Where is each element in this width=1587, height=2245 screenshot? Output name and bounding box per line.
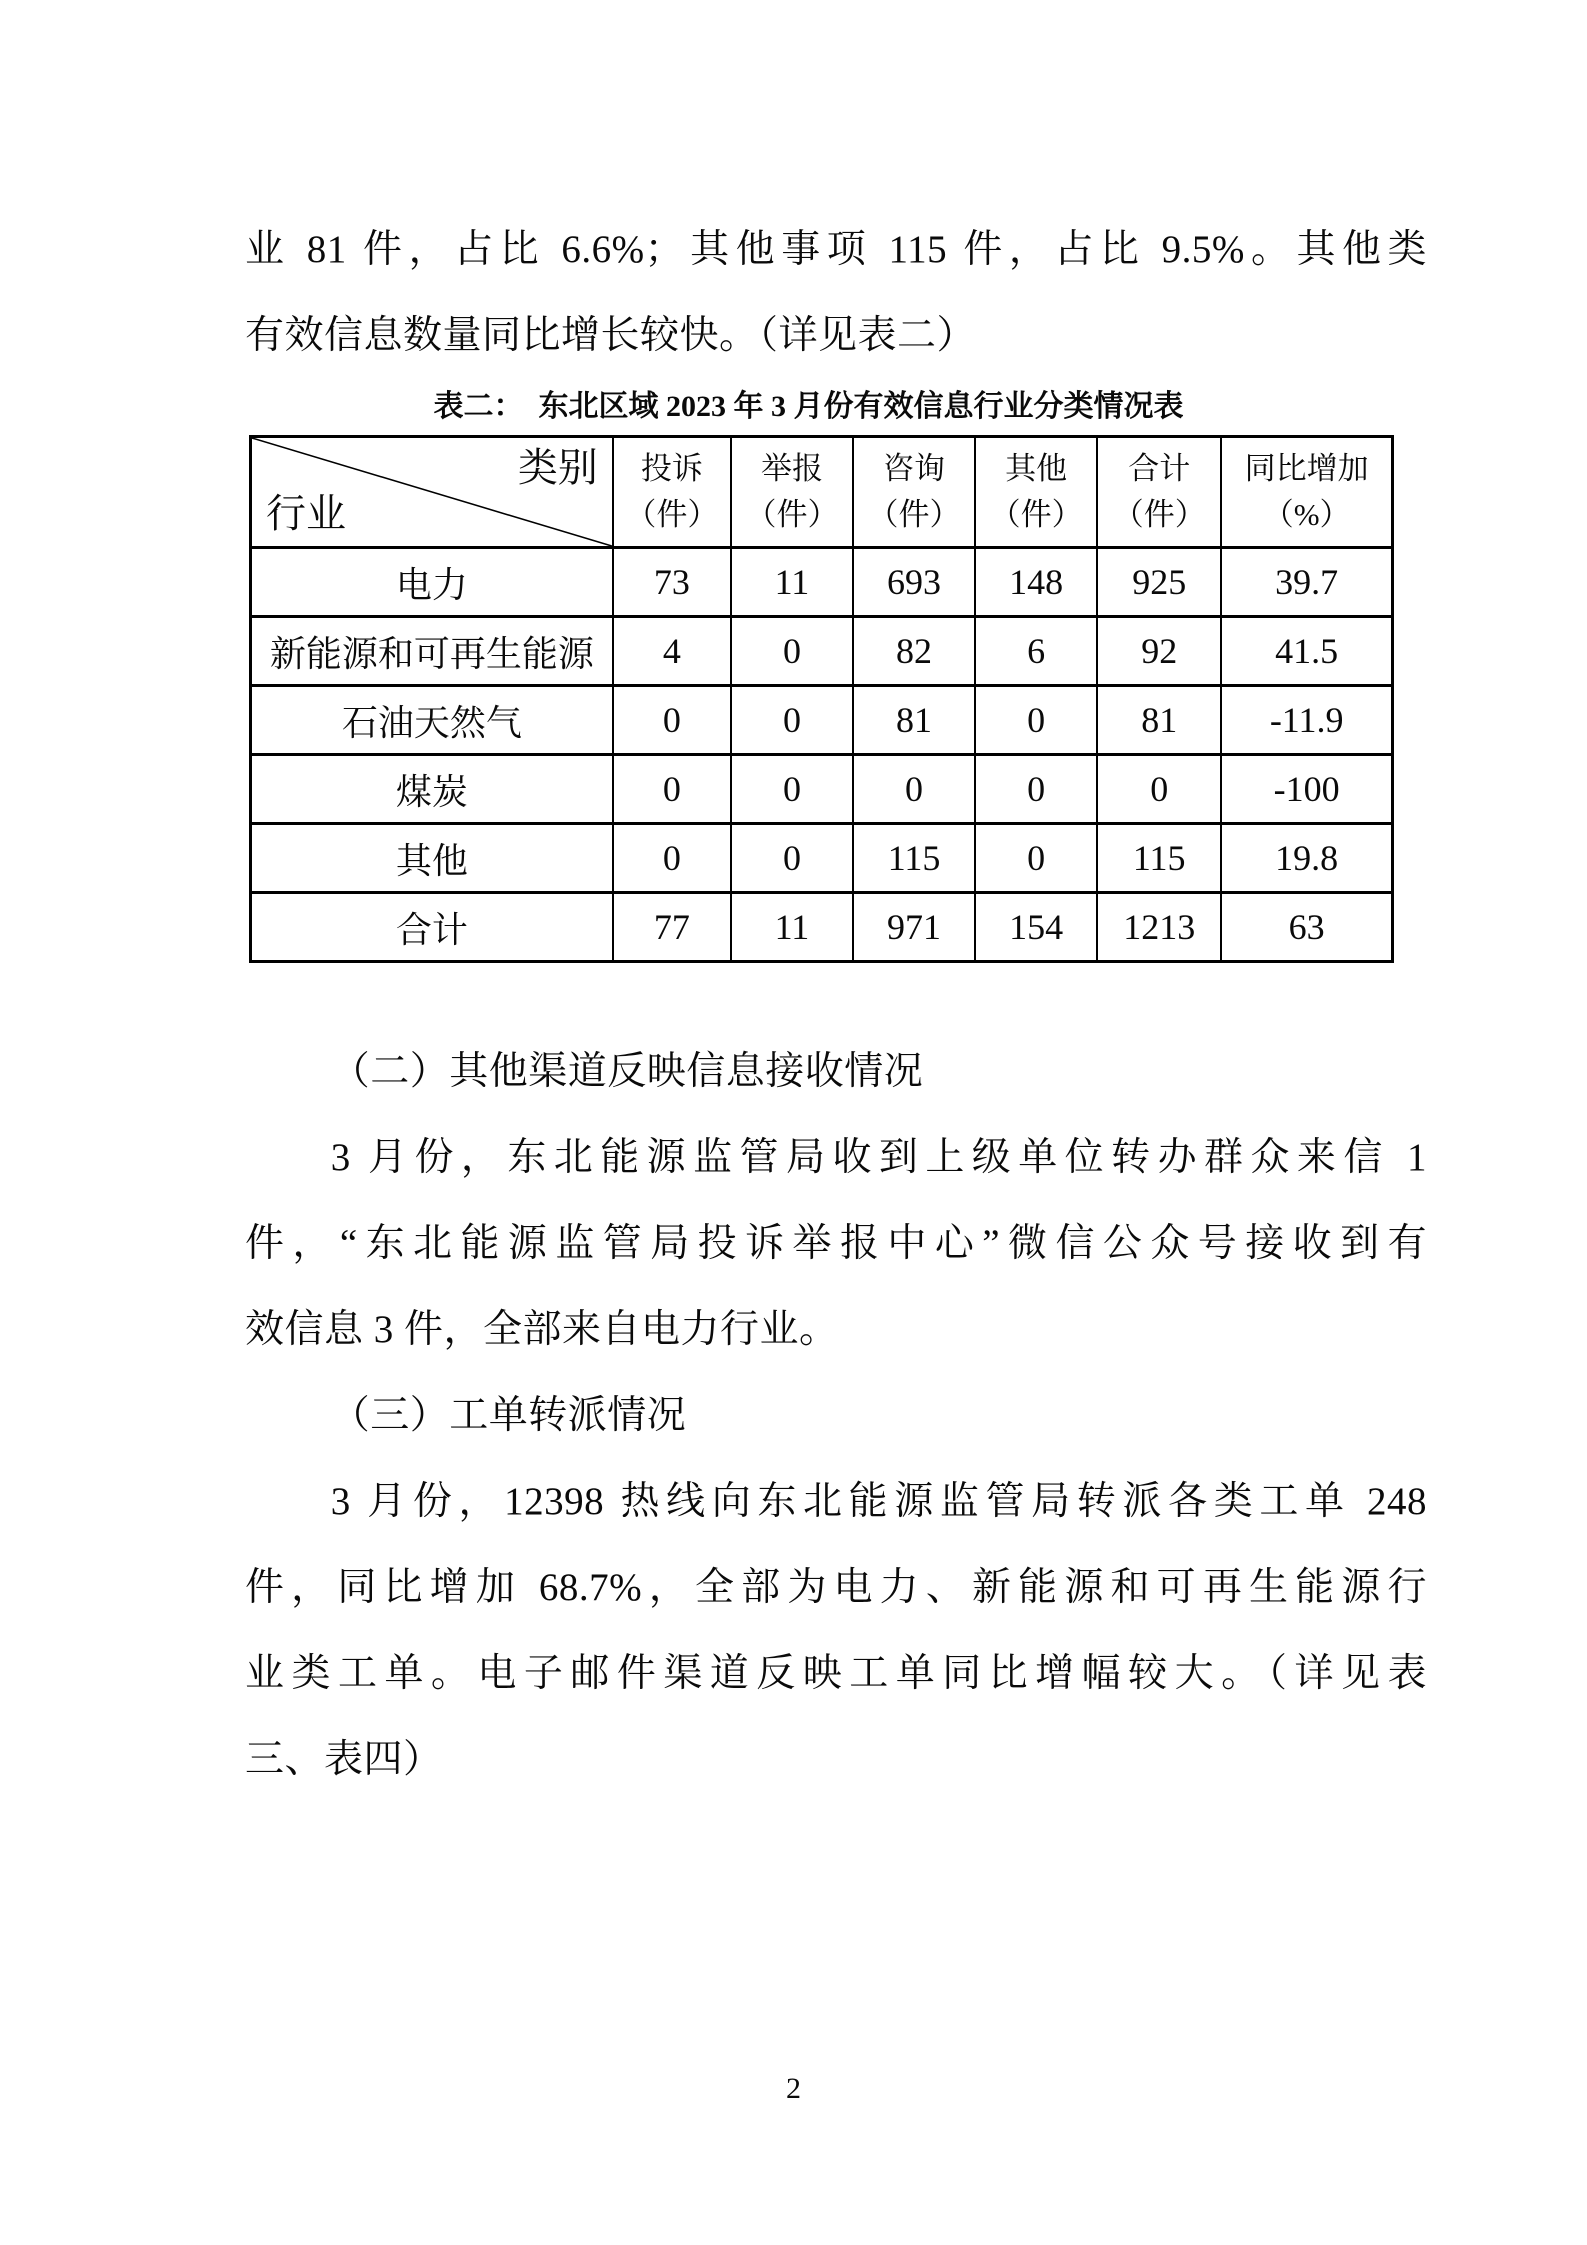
table-cell: 6: [975, 617, 1097, 686]
column-header: 举报 （件）: [731, 437, 853, 548]
paragraph-line: 业 81 件，占比 6.6%；其他事项 115 件，占比 9.5%。其他类: [245, 228, 1427, 271]
table-cell: 0: [1097, 755, 1221, 824]
paragraph-line: 3 月份，12398 热线向东北能源监管局转派各类工单 248: [330, 1480, 1427, 1523]
table-row: [251, 893, 1393, 962]
table-cell: -11.9: [1221, 686, 1392, 755]
row-label: 合计: [251, 893, 613, 962]
table-cell: 0: [613, 686, 731, 755]
corner-header-cell: [251, 437, 613, 548]
table-cell: 0: [731, 617, 853, 686]
table-cell: 19.8: [1221, 824, 1392, 893]
table-caption: 表二： 东北区域 2023 年 3 月份有效信息行业分类情况表: [433, 390, 1184, 423]
industry-classification-table: [249, 435, 1394, 963]
table-cell: 81: [1097, 686, 1221, 755]
paragraph-line: 三、表四）: [245, 1738, 443, 1781]
paragraph-line: 效信息 3 件，全部来自电力行业。: [245, 1308, 839, 1351]
row-label: 其他: [251, 824, 613, 893]
table-cell: 41.5: [1221, 617, 1392, 686]
table-cell: 0: [613, 755, 731, 824]
row-label: 石油天然气: [251, 686, 613, 755]
table-cell: 82: [853, 617, 975, 686]
paragraph-line: 件，“东北能源监管局投诉举报中心”微信公众号接收到有: [245, 1222, 1427, 1265]
row-label: 煤炭: [251, 755, 613, 824]
paragraph-line: 业类工单。电子邮件渠道反映工单同比增幅较大。（详见表: [245, 1652, 1427, 1695]
column-header: 其他 （件）: [975, 437, 1097, 548]
corner-label-industry: 行业: [266, 491, 346, 536]
table-header-row: [251, 437, 1393, 548]
table-cell: 39.7: [1221, 548, 1392, 617]
table-cell: 92: [1097, 617, 1221, 686]
table-cell: 115: [1097, 824, 1221, 893]
table-cell: 11: [731, 893, 853, 962]
table-row: [251, 755, 1393, 824]
table-cell: 0: [731, 686, 853, 755]
body-section: [245, 1029, 1427, 1803]
table-cell: 77: [613, 893, 731, 962]
table-cell: 1213: [1097, 893, 1221, 962]
intro-paragraph: [245, 207, 1427, 379]
table-row: [251, 824, 1393, 893]
table-row: [251, 548, 1393, 617]
table-cell: 0: [613, 824, 731, 893]
column-header: 咨询 （件）: [853, 437, 975, 548]
table-cell: 148: [975, 548, 1097, 617]
paragraph-line: 件，同比增加 68.7%，全部为电力、新能源和可再生能源行: [245, 1566, 1427, 1609]
section-heading: （三）工单转派情况: [330, 1394, 687, 1437]
table-cell: -100: [1221, 755, 1392, 824]
table-cell: 63: [1221, 893, 1392, 962]
table-cell: 0: [731, 755, 853, 824]
table-cell: 0: [731, 824, 853, 893]
table-cell: 11: [731, 548, 853, 617]
page-number: 2: [786, 2072, 801, 2105]
table-cell: 971: [853, 893, 975, 962]
paragraph-line: 3 月份，东北能源监管局收到上级单位转办群众来信 1: [330, 1136, 1427, 1179]
section-heading: （二）其他渠道反映信息接收情况: [330, 1050, 924, 1093]
table-row: [251, 686, 1393, 755]
row-label: 新能源和可再生能源: [251, 617, 613, 686]
table-cell: 4: [613, 617, 731, 686]
column-header: 投诉 （件）: [613, 437, 731, 548]
table-cell: 0: [853, 755, 975, 824]
column-header: 同比增加 （%）: [1221, 437, 1392, 548]
table-cell: 154: [975, 893, 1097, 962]
table-cell: 693: [853, 548, 975, 617]
table-cell: 925: [1097, 548, 1221, 617]
row-label: 电力: [251, 548, 613, 617]
table-cell: 0: [975, 686, 1097, 755]
table-cell: 73: [613, 548, 731, 617]
table-cell: 81: [853, 686, 975, 755]
paragraph-line: 有效信息数量同比增长较快。（详见表二）: [245, 314, 977, 357]
table-cell: 0: [975, 824, 1097, 893]
table-row: [251, 617, 1393, 686]
table-cell: 0: [975, 755, 1097, 824]
table-cell: 115: [853, 824, 975, 893]
corner-label-category: 类别: [517, 445, 598, 490]
column-header: 合计 （件）: [1097, 437, 1221, 548]
